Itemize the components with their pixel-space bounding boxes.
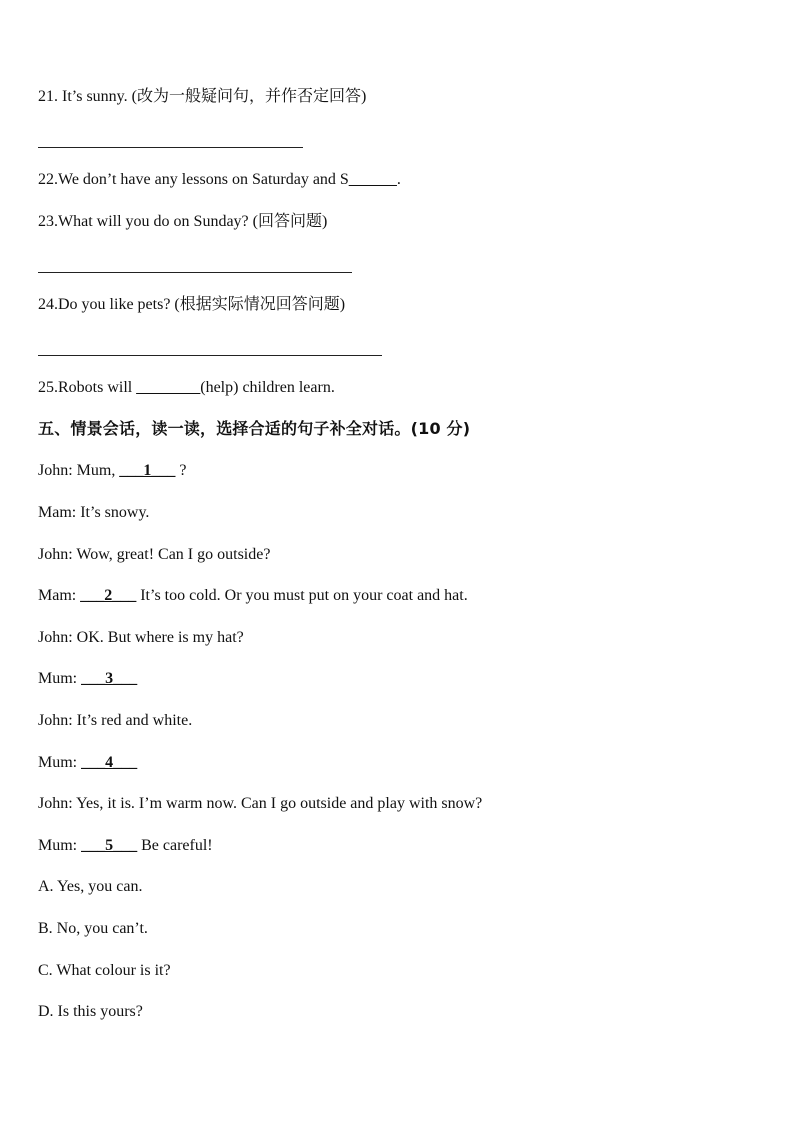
speaker-text: John: Yes, it is. I’m warm now. Can I go outside and play with snow? (38, 795, 483, 812)
question-text: .Do you like pets? (根据实际情况回答问题) (54, 296, 346, 313)
speaker-text: John: Mum, (38, 462, 120, 479)
speaker-text: John: OK. But where is my hat? (38, 629, 244, 646)
speaker-text-after: It’s too cold. Or you must put on your coat and hat. (136, 587, 468, 604)
question-number: 23 (38, 213, 54, 230)
dialogue-line (38, 753, 137, 773)
fill-blank: ________ (136, 379, 201, 396)
answer-line (38, 272, 352, 273)
section-heading: 五、情景会话，读一读，选择合适的句子补全对话。(10 分) (38, 419, 471, 438)
speaker-text-after: Be careful! (137, 837, 213, 854)
option-d: D. Is this yours? (38, 1003, 143, 1020)
dialogue-line (38, 586, 468, 606)
question-number: 25 (38, 379, 54, 396)
question-number: 22 (38, 171, 54, 188)
option-b: B. No, you can’t. (38, 920, 148, 937)
answer-line (38, 147, 303, 148)
dialogue-blank: ___1___ (119, 462, 176, 479)
speaker-text: Mum: (38, 670, 82, 687)
speaker-text: Mam: It’s snowy. (38, 504, 150, 521)
question-22 (38, 170, 401, 190)
fill-blank: ______ (348, 171, 397, 188)
question-number: 24 (38, 296, 54, 313)
question-24 (38, 295, 345, 315)
question-text: . It’s sunny. (改为一般疑问句，并作否定回答) (54, 88, 367, 105)
question-25 (38, 378, 335, 398)
dialogue-line (38, 461, 186, 481)
dialogue-line (38, 711, 192, 731)
question-text: .What will you do on Sunday? (回答问题) (54, 213, 328, 230)
speaker-text: John: It’s red and white. (38, 712, 193, 729)
speaker-text: Mum: (38, 754, 82, 771)
question-21 (38, 87, 366, 107)
speaker-text: John: Wow, great! Can I go outside? (38, 546, 271, 563)
dialogue-line (38, 628, 244, 648)
dialogue-blank: ___4___ (81, 754, 138, 771)
question-number: 21 (38, 88, 54, 105)
dialogue-line (38, 503, 149, 523)
dialogue-line (38, 794, 482, 814)
speaker-text: Mum: (38, 837, 82, 854)
dialogue-line (38, 669, 137, 689)
answer-line (38, 355, 382, 356)
dialogue-line (38, 836, 213, 856)
question-text: .Robots will (54, 379, 137, 396)
question-text: .We don’t have any lessons on Saturday and S (54, 171, 349, 188)
speaker-text: Mam: (38, 587, 81, 604)
dialogue-blank: ___3___ (81, 670, 138, 687)
question-text-after: . (396, 171, 401, 188)
option-a: A. Yes, you can. (38, 878, 143, 895)
speaker-text-after: ? (175, 462, 187, 479)
dialogue-blank: ___5___ (81, 837, 138, 854)
question-23 (38, 212, 327, 232)
dialogue-line (38, 545, 270, 565)
question-text-after: (help) children learn. (200, 379, 335, 396)
option-c: C. What colour is it? (38, 962, 171, 979)
dialogue-blank: ___2___ (80, 587, 137, 604)
